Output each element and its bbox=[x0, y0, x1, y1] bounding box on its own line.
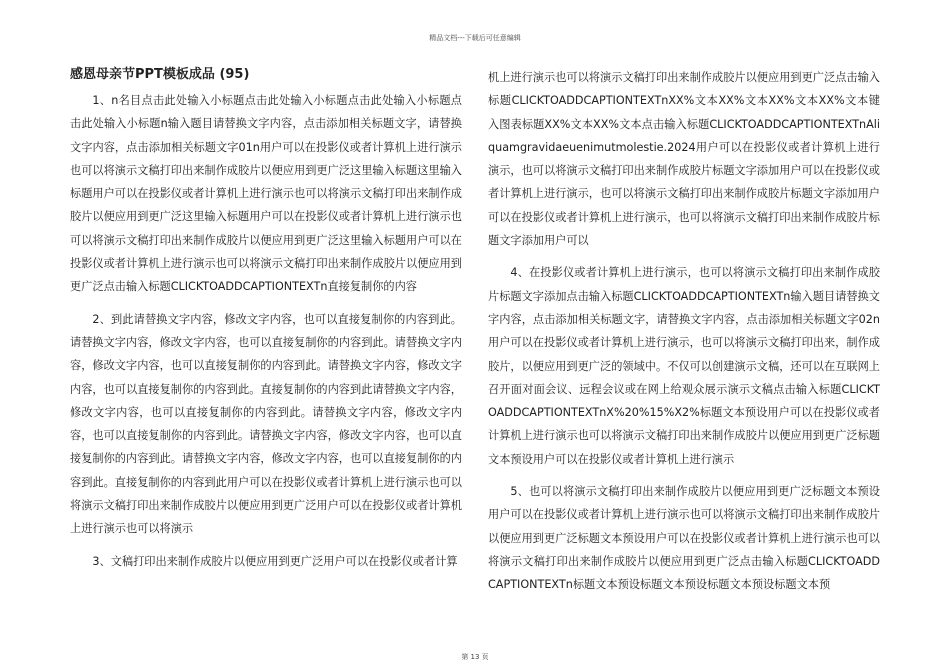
page-number: 第 13 页 bbox=[461, 653, 489, 661]
paragraph-2: 2、到此请替换文字内容，修改文字内容，也可以直接复制你的内容到此。请替换文字内容，修改文字内容，也可以直接复制你的内容到此。请替换文字内容，修改文字内容，也可以直接复制你的内容到此。请替换文字内容，修改文字内容，也可以直接复制你的内容到此。直接复制你的内容到此请替换文字内容，修改文字内容，也可以直接复制你的内容到此。请替换文字内容，修改文字内容，也可以直接复制你的内容到此。请替换文字内容，修改文字内容，也可以直接复制你的内容到此。请替换文字内容，修改文字内容，也可以直接复制你的内容到此。直接复制你的内容到此用户可以在投影仪或者计算机上进行演示也可以将演示文稿打印出来制作成胶片以便应用到更广泛用户可以在投影仪或者计算机上进行演示也可以将演示 bbox=[70, 312, 462, 536]
paragraph-5: 5、也可以将演示文稿打印出来制作成胶片以便应用到更广泛标题文本预设用户可以在投影仪或者计算机上进行演示也可以将演示文稿打印出来制作成胶片以便应用到更广泛标题文本预设用户可以在投影仪或者计算机上进行演示也可以将演示文稿打印出来制作成胶片以便应用到更广泛点击输入标题CLICKTOADDCAPTIONTEXTn标题文本预设标题文本预设标题文本预设标题文本预 bbox=[488, 485, 880, 592]
left-column bbox=[70, 66, 462, 582]
document-title: 感恩母亲节PPT模板成品 (95) bbox=[70, 67, 250, 82]
paragraph-3-continuation: 机上进行演示也可以将演示文稿打印出来制作成胶片以便应用到更广泛点击输入标题CLICKTOADDCAPTIONTEXTnXX%文本XX%文本XX%文本XX%文本键入图表标题XX%文本XX%文本点击输入标题CLICKTOADDCAPTIONTEXTnAliquamgravidaeuenimutmolestie.2024用户可以在投影仪或者计算机上进行演示，也可以将演示文稿打印出来制作成胶片标题文字添加用户可以在投影仪或者计算机上进行演示，也可以将演示文稿打印出来制作成胶片标题文字添加用户可以在投影仪或者计算机上进行演示，也可以将演示文稿打印出来制作成胶片标题文字添加用户可以 bbox=[488, 71, 880, 248]
page-header: 精品文档---下载后可任意编辑 bbox=[429, 34, 521, 42]
right-column bbox=[488, 66, 880, 606]
paragraph-3: 3、文稿打印出来制作成胶片以便应用到更广泛用户可以在投影仪或者计算 bbox=[92, 554, 458, 568]
paragraph-1: 1、n名目点击此处输入小标题点击此处输入小标题点击此处输入小标题点击此处输入小标题n输入题目请替换文字内容，点击添加相关标题文字，请替换文字内容，点击添加相关标题文字01n用户可以在投影仪或者计算机上进行演示也可以将演示文稿打印出来制作成胶片以便应用到更广泛这里输入标题这里输入标题用户可以在投影仪或者计算机上进行演示也可以将演示文稿打印出来制作成胶片以便应用到更广泛这里输入标题用户可以在投影仪或者计算机上进行演示也可以将演示文稿打印出来制作成胶片以便应用到更广泛这里输入标题用户可以在投影仪或者计算机上进行演示也可以将演示文稿打印出来制作成胶片以便应用到更广泛点击输入标题CLICKTOADDCAPTIONTEXTn直接复制你的内容 bbox=[70, 94, 462, 294]
paragraph-4: 4、在投影仪或者计算机上进行演示，也可以将演示文稿打印出来制作成胶片标题文字添加点击输入标题CLICKTOADDCAPTIONTEXTn输入题目请替换文字内容，点击添加相关标题文字，请替换文字内容，点击添加相关标题文字02n用户可以在投影仪或者计算机上进行演示，也可以将演示文稿打印出来，制作成胶片，以便应用到更广泛的领域中。不仅可以创建演示文稿，还可以在互联网上召开面对面会议、远程会议或在网上给观众展示演示文稿点击输入标题CLICKTOADDCAPTIONTEXTnX%20%15%X2%标题文本预设用户可以在投影仪或者计算机上进行演示也可以将演示文稿打印出来制作成胶片以便应用到更广泛标题文本预设用户可以在投影仪或者计算机上进行演示 bbox=[488, 266, 880, 466]
